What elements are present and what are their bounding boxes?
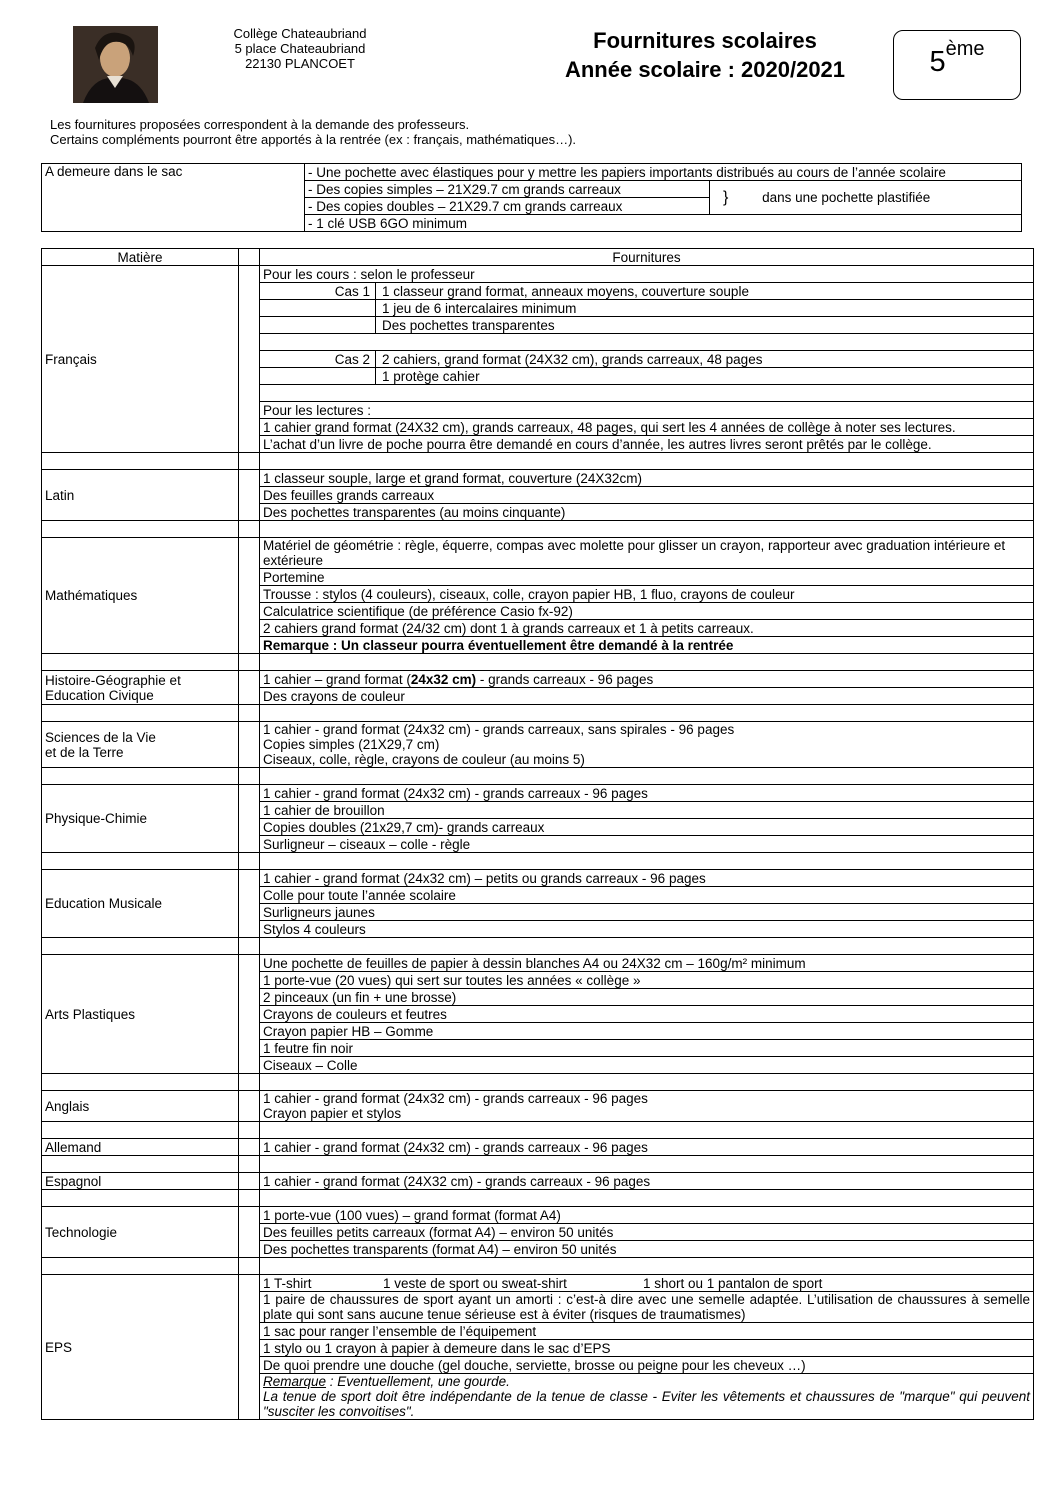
maths-remark: Remarque : Un classeur pourra éventuellement être demandé à la rentrée <box>260 637 1034 654</box>
supply-item: Crayon papier HB – Gomme <box>260 1023 1034 1040</box>
supply-item: 1 T-shirt 1 veste de sport ou sweat-shirt 1 short ou 1 pantalon de sport <box>260 1275 1034 1292</box>
subject-eps: EPS <box>42 1275 239 1420</box>
supply-item: 1 cahier - grand format (24x32 cm) - grands carreaux, sans spirales - 96 pages Copies simples (21X29,7 cm) Ciseaux, colle, règle, crayons de couleur (au moins 5) <box>260 722 1034 768</box>
grade-number: 5 <box>929 46 946 78</box>
eps-remark: Remarque : Eventuellement, une gourde. La tenue de sport doit être indépendante de la tenue de classe - Eviter les vêtements et chaussures de "marque" qui peuvent "susciter les convoitises". <box>260 1374 1034 1420</box>
title-line-2: Année scolaire : 2020/2021 <box>564 57 846 82</box>
supply-item: Matériel de géométrie : règle, équerre, compas avec molette pour glisser un crayon, rapporteur avec graduation intérieure et extérieure <box>260 538 1034 569</box>
supply-item: 1 cahier grand format (24X32 cm), grands carreaux, 48 pages, qui sert les 4 années de collège à noter ses lectures. <box>260 419 1034 436</box>
supply-item: Des crayons de couleur <box>260 688 1034 705</box>
supply-item: 1 classeur souple, large et grand format, couverture (24X32cm) <box>260 470 1034 487</box>
subject-arts: Arts Plastiques <box>42 955 239 1074</box>
subject-physique: Physique-Chimie <box>42 785 239 853</box>
supply-item: 1 sac pour ranger l’ensemble de l’équipement <box>260 1323 1034 1340</box>
subject-espagnol: Espagnol <box>42 1173 239 1190</box>
supply-item: Copies doubles (21x29,7 cm)- grands carreaux <box>260 819 1034 836</box>
supply-item: 1 paire de chaussures de sport ayant un amorti : c’est-à dire avec une semelle adaptée. L’utilisation de chaussures à semelle plate qui sont sans aucune tenue sérieuse est à éviter (risques de traumatismes) <box>260 1292 1034 1323</box>
supply-item: 1 stylo ou 1 crayon à papier à demeure dans le sac d’EPS <box>260 1340 1034 1357</box>
school-street: 5 place Chateaubriand <box>234 41 366 56</box>
supply-item: Des pochettes transparentes <box>382 317 555 333</box>
title-line-1: Fournitures scolaires <box>593 28 817 53</box>
sac-note: dans une pochette plastifiée <box>762 190 931 205</box>
supply-item: 1 cahier – grand format (24x32 cm) - grands carreaux - 96 pages <box>260 671 1034 688</box>
school-name: Collège Chateaubriand <box>233 26 367 41</box>
header-matiere: Matière <box>42 249 239 266</box>
supply-item: Calculatrice scientifique (de préférence Casio fx-92) <box>260 603 1034 620</box>
supply-item: Des feuilles petits carreaux (format A4) – environ 50 unités <box>260 1224 1034 1241</box>
supply-item: 1 cahier - grand format (24X32 cm) - grands carreaux - 96 pages <box>260 1173 1034 1190</box>
supply-item: L’achat d’un livre de poche pourra être demandé en cours d’année, les autres livres seront prêtés par le collège. <box>260 436 1034 453</box>
school-address <box>205 26 395 71</box>
supply-item: 2 cahiers grand format (24/32 cm) dont 1 à grands carreaux et 1 à petits carreaux. <box>260 620 1034 637</box>
subject-latin: Latin <box>42 470 239 521</box>
subject-techno: Technologie <box>42 1207 239 1258</box>
supply-item: 1 cahier - grand format (24x32 cm) - grands carreaux - 96 pages Crayon papier et stylos <box>260 1091 1034 1122</box>
supply-item: Trousse : stylos (4 couleurs), ciseaux, colle, crayon papier HB, 1 fluo, crayons de couleur <box>260 586 1034 603</box>
grade-box <box>893 30 1021 100</box>
supply-item: Colle pour toute l’année scolaire <box>260 887 1034 904</box>
sac-label: A demeure dans le sac <box>42 164 305 232</box>
subject-musique: Education Musicale <box>42 870 239 938</box>
sac-item: - 1 clé USB 6GO minimum <box>305 215 1022 232</box>
supply-item: 1 classeur grand format, anneaux moyens, couverture souple <box>382 283 749 299</box>
brace-symbol: } <box>723 189 729 206</box>
subject-svt: Sciences de la Vie et de la Terre <box>42 722 239 768</box>
subject-allemand: Allemand <box>42 1139 239 1156</box>
supply-item: Ciseaux – Colle <box>260 1057 1034 1074</box>
supply-item: 1 cahier - grand format (24x32 cm) – petits ou grands carreaux - 96 pages <box>260 870 1034 887</box>
sac-item: - Des copies doubles – 21X29.7 cm grands carreaux <box>305 198 710 215</box>
sac-item: - Une pochette avec élastiques pour y mettre les papiers importants distribués au cours de l’année scolaire <box>305 164 1022 181</box>
supply-item: Surligneur – ciseaux – colle - règle <box>260 836 1034 853</box>
page-title <box>520 26 890 84</box>
sac-item: - Des copies simples – 21X29.7 cm grands carreaux <box>305 181 710 198</box>
supply-item: Une pochette de feuilles de papier à dessin blanches A4 ou 24X32 cm – 160g/m² minimum <box>260 955 1034 972</box>
case-1-label: Cas 1 <box>260 283 376 299</box>
supply-item: Des feuilles grands carreaux <box>260 487 1034 504</box>
supply-item: Portemine <box>260 569 1034 586</box>
supply-item: De quoi prendre une douche (gel douche, serviette, brosse ou peigne pour les cheveux …) <box>260 1357 1034 1374</box>
header-fournitures: Fournitures <box>260 249 1034 266</box>
supply-item: 1 protège cahier <box>382 368 480 384</box>
supply-item: 1 cahier de brouillon <box>260 802 1034 819</box>
supply-item: 1 cahier - grand format (24x32 cm) - grands carreaux - 96 pages <box>260 785 1034 802</box>
supply-item: Crayons de couleurs et feutres <box>260 1006 1034 1023</box>
subject-anglais: Anglais <box>42 1091 239 1122</box>
grade-suffix: ème <box>945 38 985 60</box>
supply-item: 2 cahiers, grand format (24X32 cm), grands carreaux, 48 pages <box>382 351 763 367</box>
school-city: 22130 PLANCOET <box>245 56 355 71</box>
supply-item: Pour les lectures : <box>260 402 1034 419</box>
supply-item: Des pochettes transparentes (au moins cinquante) <box>260 504 1034 521</box>
supply-item: 1 cahier - grand format (24x32 cm) - grands carreaux - 96 pages <box>260 1139 1034 1156</box>
sac-note-cell <box>710 181 1022 215</box>
supply-item: Stylos 4 couleurs <box>260 921 1034 938</box>
case-2-label: Cas 2 <box>260 351 376 367</box>
portrait-image <box>73 26 158 103</box>
supplies-table <box>41 248 1034 1420</box>
subject-histoire: Histoire-Géographie et Education Civique <box>42 671 239 705</box>
subject-francais: Français <box>42 266 239 453</box>
supply-item: 2 pinceaux (un fin + une brosse) <box>260 989 1034 1006</box>
supply-item: 1 feutre fin noir <box>260 1040 1034 1057</box>
supply-item: Pour les cours : selon le professeur <box>260 266 1034 283</box>
sac-table <box>41 163 1022 232</box>
intro-text <box>50 117 576 147</box>
supply-item: 1 porte-vue (100 vues) – grand format (format A4) <box>260 1207 1034 1224</box>
supply-item: Surligneurs jaunes <box>260 904 1034 921</box>
intro-line-1: Les fournitures proposées correspondent à la demande des professeurs. <box>50 117 470 132</box>
supply-item: Des pochettes transparents (format A4) – environ 50 unités <box>260 1241 1034 1258</box>
intro-line-2: Certains compléments pourront être apportés à la rentrée (ex : français, mathématiques…). <box>50 132 577 147</box>
supply-item: 1 porte-vue (20 vues) qui sert sur toutes les années « collège » <box>260 972 1034 989</box>
subject-maths: Mathématiques <box>42 538 239 654</box>
supply-item: 1 jeu de 6 intercalaires minimum <box>382 300 577 316</box>
chateaubriand-portrait <box>73 26 158 103</box>
